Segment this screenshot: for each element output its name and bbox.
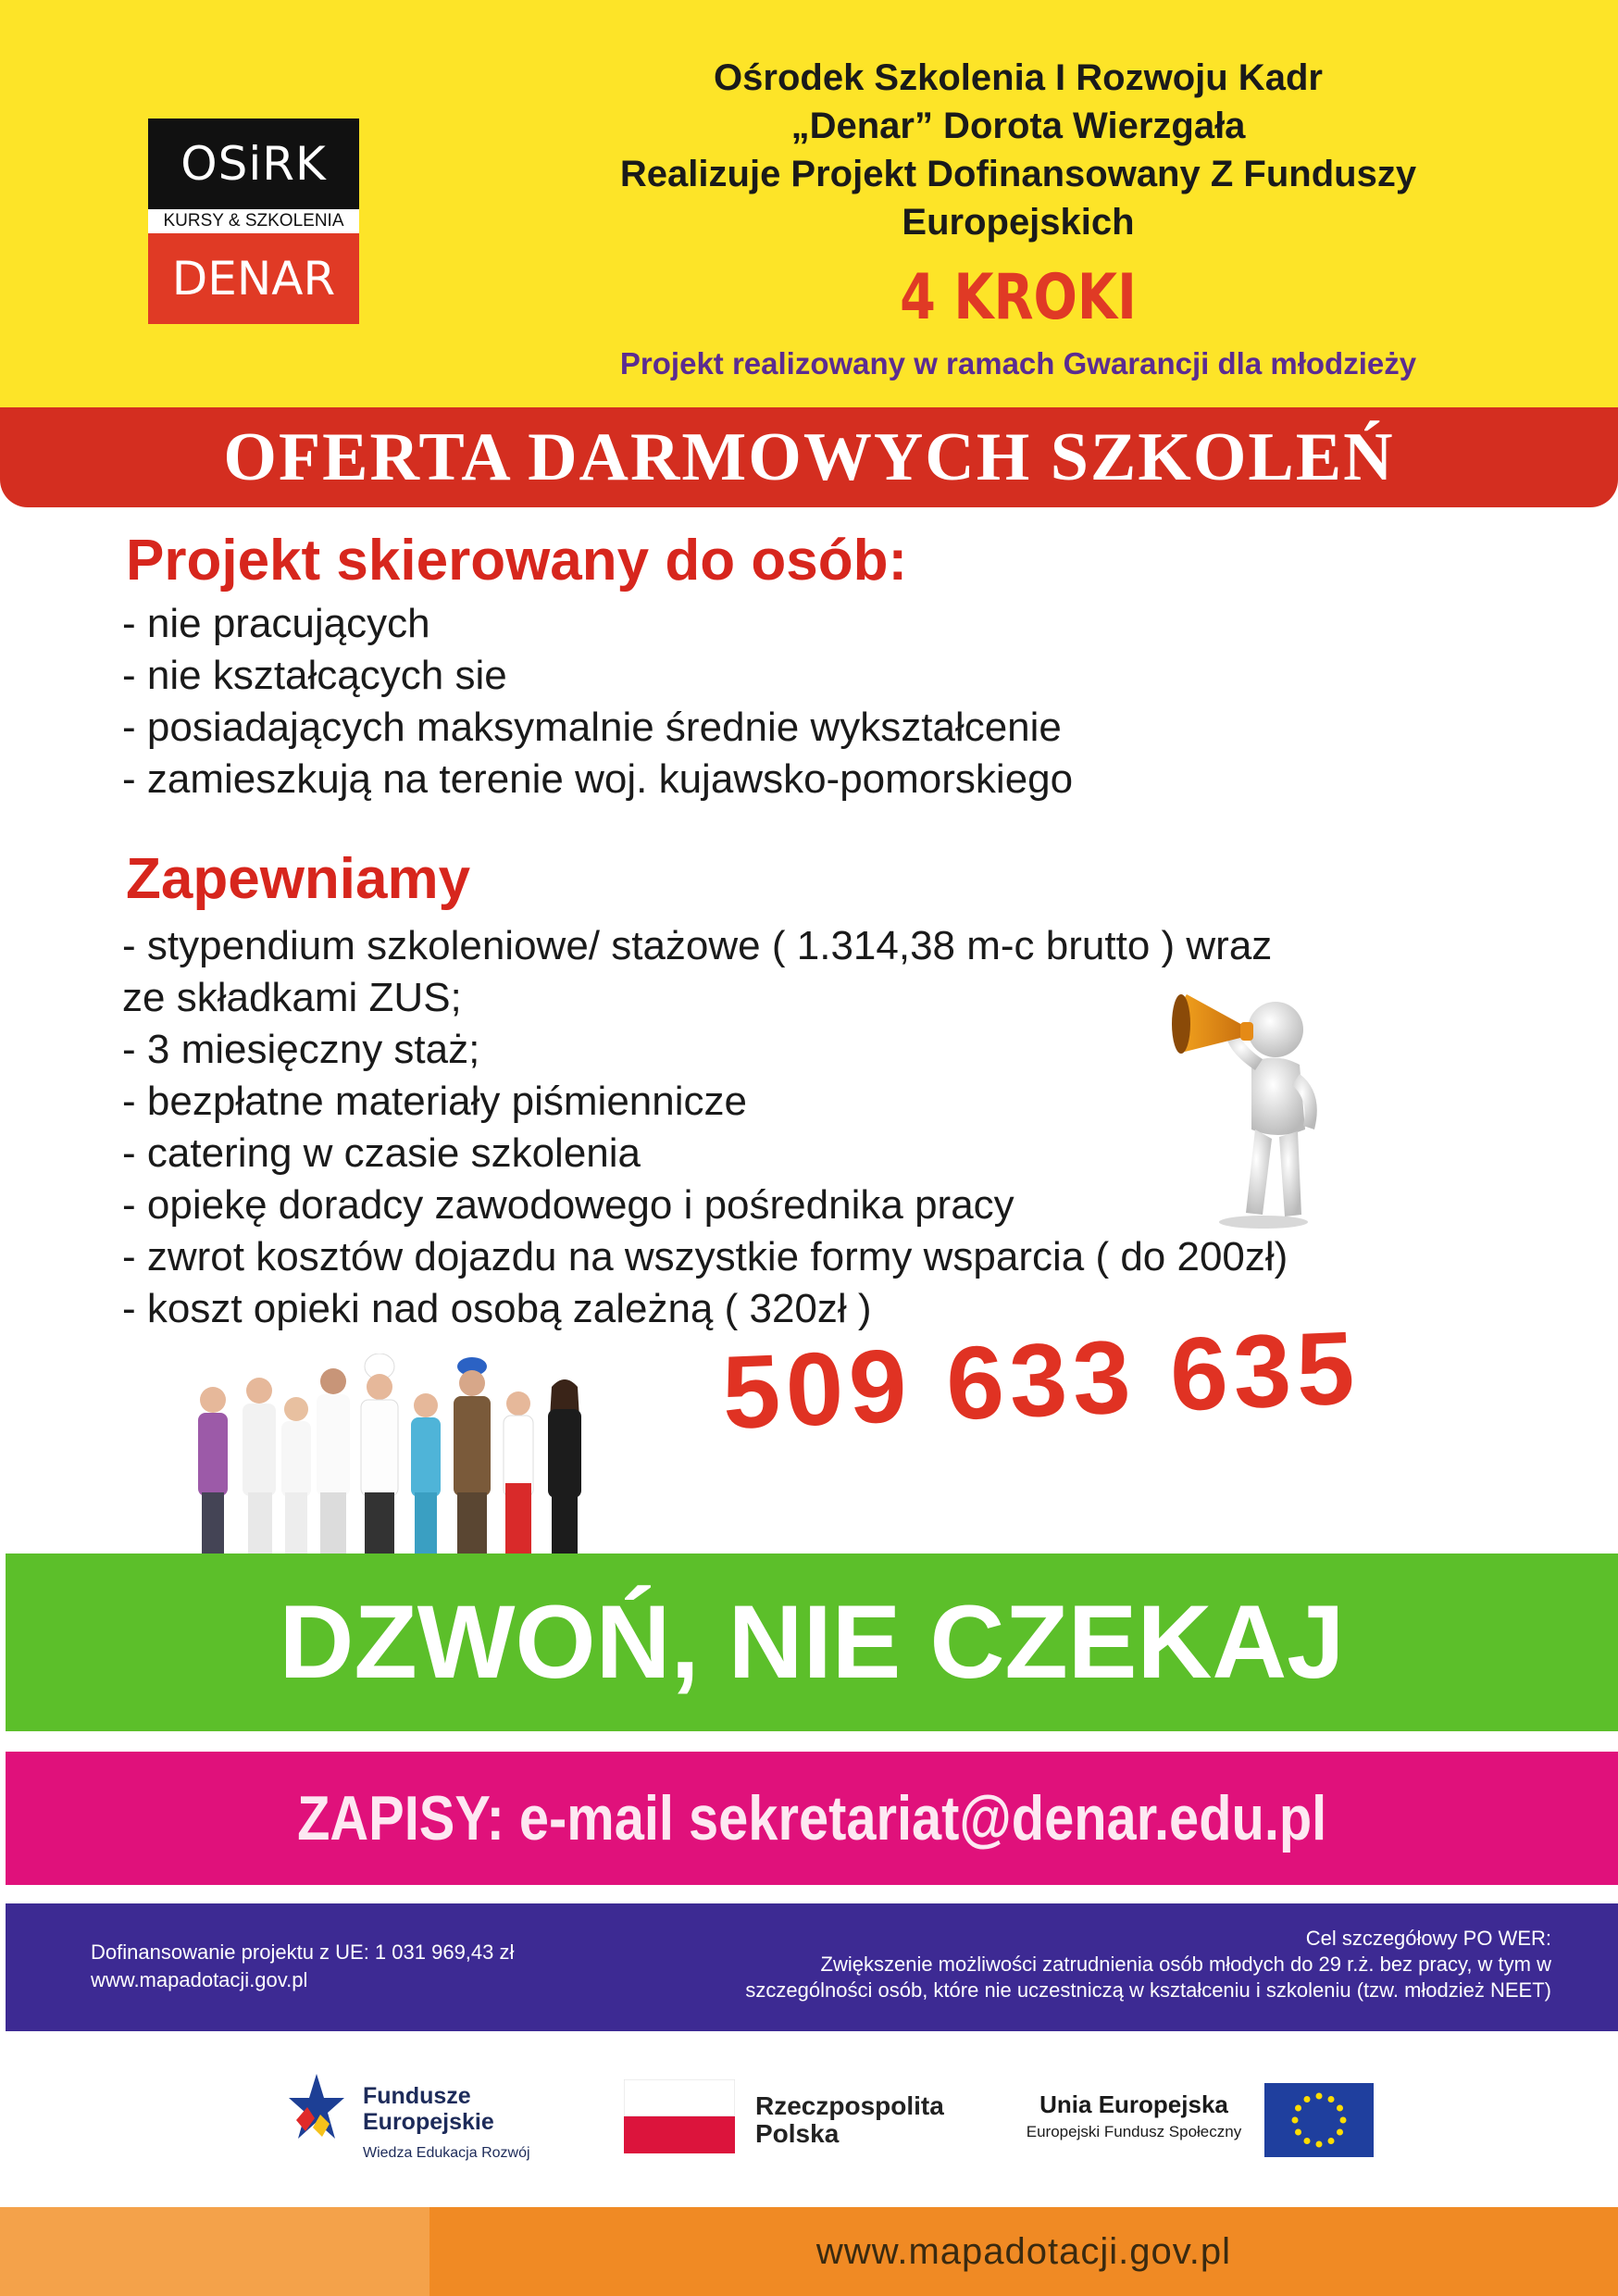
header-line-4: Europejskich bbox=[902, 202, 1135, 243]
header-line-2: „Denar” Dorota Wierzgała bbox=[790, 106, 1246, 146]
osirk-denar-logo bbox=[148, 119, 359, 324]
fe-logo-text: Fundusze Europejskie Wiedza Edukacja Rozwój bbox=[363, 2083, 530, 2161]
funding-amount: Dofinansowanie projektu z UE: 1 031 969,43 zł bbox=[91, 1940, 515, 1964]
offer-item: - zwrot kosztów dojazdu na wszystkie formy wsparcia ( do 200zł) bbox=[122, 1234, 1288, 1279]
funding-logos-row bbox=[0, 2046, 1618, 2185]
header-line-3: Realizuje Projekt Dofinansowany Z Funduszy bbox=[619, 154, 1417, 194]
eu-flag-icon bbox=[1264, 2083, 1374, 2157]
offer-item: - bezpłatne materiały piśmiennicze bbox=[122, 1079, 747, 1124]
target-item: - nie kształcących sie bbox=[122, 653, 507, 698]
footer-bar bbox=[0, 2207, 1618, 2296]
offer-item: ze składkami ZUS; bbox=[122, 975, 462, 1020]
logo-top: OSiRK bbox=[148, 119, 359, 209]
footer-url[interactable]: www.mapadotacji.gov.pl bbox=[815, 2231, 1232, 2272]
rp-logo-text: Rzeczpospolita Polska bbox=[755, 2091, 944, 2148]
goal-text-1: Zwiększenie możliwości zatrudnienia osób młodych do 29 r.ż. bez pracy, w tym w bbox=[820, 1953, 1551, 1976]
offer-heading: Zapewniamy bbox=[126, 847, 471, 911]
goal-title: Cel szczegółowy PO WER: bbox=[1305, 1927, 1551, 1950]
fundusze-europejskie-star-icon bbox=[289, 2066, 344, 2159]
target-item: - nie pracujących bbox=[122, 601, 430, 646]
ue-logo-text: Unia Europejska Europejski Fundusz Społeczny bbox=[1026, 2090, 1242, 2140]
megaphone-figure-image bbox=[1166, 991, 1342, 1231]
footer-accent bbox=[0, 2207, 429, 2296]
logo-bottom: DENAR bbox=[148, 233, 359, 324]
call-to-action-bar: DZWOŃ, NIE CZEKAJ bbox=[6, 1554, 1618, 1731]
header-line-1: Ośrodek Szkolenia I Rozwoju Kadr bbox=[714, 57, 1323, 98]
header-subline: Projekt realizowany w ramach Gwarancji dla młodzieży bbox=[619, 346, 1417, 381]
target-heading: Projekt skierowany do osób: bbox=[126, 529, 908, 593]
funding-info-bar bbox=[6, 1903, 1618, 2031]
offer-item: - 3 miesięczny staż; bbox=[122, 1027, 480, 1072]
workers-group-image bbox=[176, 1354, 629, 1554]
offer-item: - opiekę doradcy zawodowego i pośrednika pracy bbox=[122, 1182, 1014, 1228]
offer-item: - catering w czasie szkolenia bbox=[122, 1130, 641, 1176]
goal-text-2: szczególności osób, które nie uczestniczą w kształceniu i szkoleniu (tzw. młodzież NEET) bbox=[745, 1978, 1551, 2002]
offer-item: - stypendium szkoleniowe/ stażowe ( 1.314,38 m-c brutto ) wraz bbox=[122, 923, 1273, 968]
signup-email-text[interactable]: ZAPISY: e-mail sekretariat@denar.edu.pl bbox=[296, 1783, 1327, 1853]
offer-item: - koszt opieki nad osobą zależną ( 320zł ) bbox=[122, 1286, 872, 1331]
funding-url[interactable]: www.mapadotacji.gov.pl bbox=[91, 1968, 308, 1991]
target-item: - zamieszkują na terenie woj. kujawsko-pomorskiego bbox=[122, 756, 1074, 802]
project-name: 4 KROKI bbox=[900, 261, 1137, 334]
target-item: - posiadających maksymalnie średnie wykształcenie bbox=[122, 705, 1062, 750]
phone-number[interactable]: 509 633 635 bbox=[720, 1309, 1363, 1451]
polish-flag-icon bbox=[624, 2079, 735, 2153]
offer-banner: OFERTA DARMOWYCH SZKOLEŃ bbox=[0, 407, 1618, 507]
logo-mid: KURSY & SZKOLENIA bbox=[148, 209, 359, 233]
signup-bar bbox=[6, 1752, 1618, 1885]
